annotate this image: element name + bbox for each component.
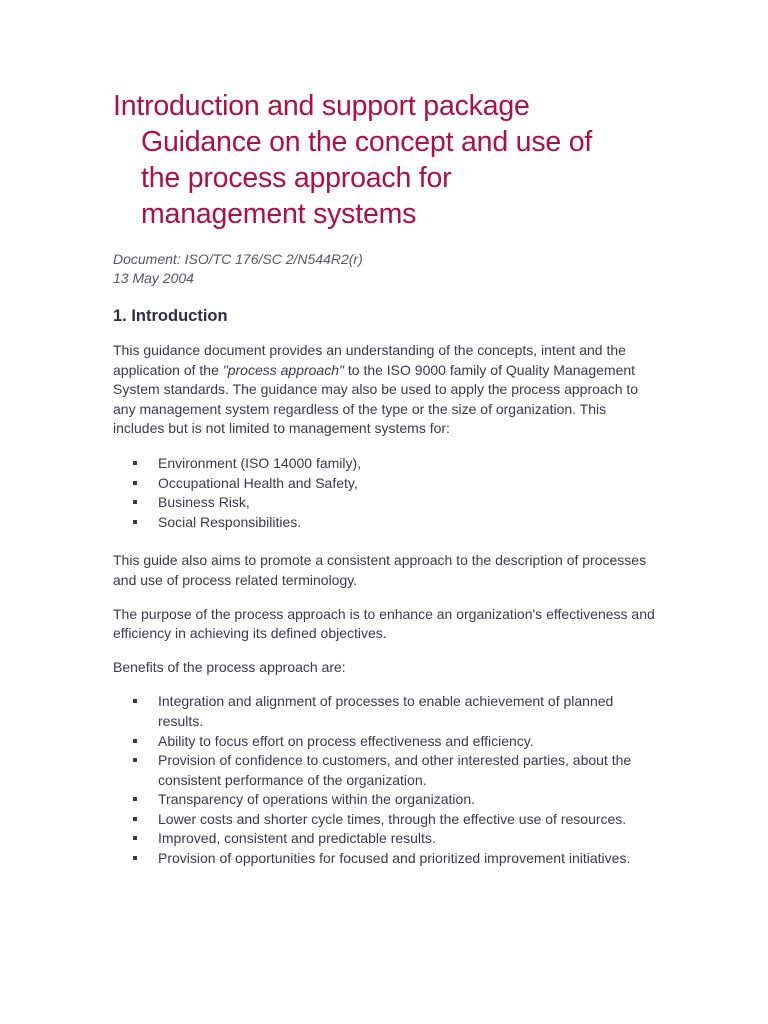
list-item: Improved, consistent and predictable results. (158, 829, 658, 849)
bullet-icon (133, 817, 137, 821)
list-item: Occupational Health and Safety, (158, 474, 658, 494)
benefits-list (113, 692, 658, 868)
document-meta (113, 250, 658, 288)
benefits-intro-paragraph: Benefits of the process approach are: (113, 658, 346, 675)
list-item: Integration and alignment of processes to enable achievement of planned results. (158, 692, 658, 731)
list-item: Environment (ISO 14000 family), (158, 454, 658, 474)
list-item: Provision of opportunities for focused and prioritized improvement initiatives. (158, 849, 658, 869)
purpose-paragraph: The purpose of the process approach is to enhance an organization's effectiveness and efficiency in achieving its defined objectives. (113, 605, 655, 642)
document-page (113, 88, 658, 869)
section-heading-introduction: 1. Introduction (113, 307, 228, 325)
guide-aims-paragraph: This guide also aims to promote a consistent approach to the description of processes and use of process related terminology. (113, 552, 647, 588)
bullet-icon (133, 461, 137, 465)
intro-text-part-2: to the ISO 9000 family of Quality Management System standards. The guidance may also be used to apply the process approach to any management system regardless of the type or the size of organization. This includes but is not limited to management systems for: (113, 361, 639, 437)
document-date: 13 May 2004 (113, 270, 194, 286)
bullet-icon (133, 856, 137, 860)
list-item: Business Risk, (158, 493, 658, 513)
list-item: Transparency of operations within the organization. (158, 790, 658, 810)
list-item: Provision of confidence to customers, and other interested parties, about the consistent performance of the organization. (158, 751, 658, 790)
intro-paragraph (113, 341, 658, 439)
bullet-icon (133, 797, 137, 801)
list-item: Lower costs and shorter cycle times, through the effective use of resources. (158, 810, 658, 830)
bullet-icon (133, 699, 137, 703)
bullet-icon (133, 739, 137, 743)
document-title (113, 88, 658, 232)
title-line-3: the process approach for (141, 162, 452, 194)
bullet-icon (133, 500, 137, 504)
document-reference: Document: ISO/TC 176/SC 2/N544R2(r) (113, 251, 363, 267)
title-line-2: Guidance on the concept and use of (141, 126, 593, 158)
list-item: Social Responsibilities. (158, 513, 658, 533)
management-systems-list (113, 454, 658, 532)
intro-emphasis: "process approach" (222, 361, 344, 378)
bullet-icon (133, 836, 137, 840)
title-line-1: Introduction and support package (113, 90, 530, 122)
list-item: Ability to focus effort on process effectiveness and efficiency. (158, 732, 658, 752)
intro-text-part-1: This guidance document provides an understanding of the concepts, intent and the application of the (113, 342, 626, 378)
bullet-icon (133, 481, 137, 485)
bullet-icon (133, 520, 137, 524)
bullet-icon (133, 758, 137, 762)
title-line-4: management systems (141, 198, 417, 230)
